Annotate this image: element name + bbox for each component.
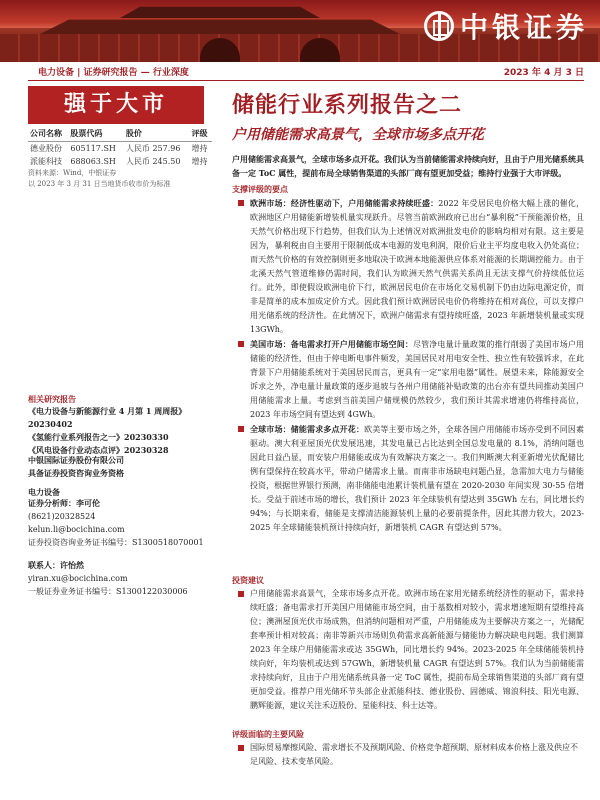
table-row <box>28 155 212 168</box>
stock-table <box>28 126 212 168</box>
list-item <box>232 196 584 337</box>
report-subtitle: 户用储能需求高景气，全球市场多点开花 <box>232 127 484 143</box>
rating-box <box>28 86 204 124</box>
bullet-icon <box>238 745 244 751</box>
table-header-row <box>28 126 212 142</box>
analyst-phone: (8621)20328524 <box>28 512 96 521</box>
related-reports <box>28 392 212 457</box>
table-cell: 688063.SH <box>70 157 116 166</box>
section-title: 评级面临的主要风险 <box>232 729 304 739</box>
analyst-role: 证券分析师：李可伦 <box>28 498 100 508</box>
investment-advice <box>232 573 584 713</box>
risk-section <box>232 727 584 769</box>
contact-cert: 一般证券业务证书编号：S1300122030006 <box>28 587 188 596</box>
related-report-item: 《电力设备与新能源行业 4 月第 1 周周报》20230402 <box>28 406 187 429</box>
point-label: 全球市场：储能需求多点开花： <box>250 424 365 434</box>
sidebar <box>28 126 212 190</box>
related-report-item: 《风电设备行业动态点评》20230328 <box>28 445 169 455</box>
invest-list <box>232 587 584 713</box>
table-cell: 增持 <box>191 144 208 153</box>
invest-text: 户用储能需求高景气，全球市场多点开花。欧洲市场在家用光储系统经济性的驱动下，需求持续旺盛；备电需求打开美国户用储能市场空间，由于基数相对较小，需求增速短期有望维持高位；澳洲屋顶光伏市场成熟，但消纳问题相对严重，户用储能成为主要解决方案之一，光储配套率预计相对较高；南非等新兴市场则负荷需求高新能源与储能协力解决缺电问题。我们测算 2023 年全球户用储能需求或达 35GWh，同比增长约 94%。2023-2025 年全球储能装机持续向好，年均装机或达到 57GWh，新增装机量 CAGR 有望达到 57%。我们认为当前储能需求持续向好，且由于户用光储系统具备一定 ToC 属性，提前布局全球销售渠道的头部厂商有望更加受益。推荐户用光储环节头部企业派能科技、德业股份、固德威、锦浪科技、阳光电源、鹏辉能源，建议关注禾迈股份、星能科技、科士达等。 <box>250 589 584 710</box>
bullet-icon <box>238 200 244 206</box>
report-title: 储能行业系列报告之二 <box>232 93 463 118</box>
contact-email[interactable]: yiran.xu@bocichina.com <box>28 574 128 583</box>
bullet-icon <box>238 426 244 432</box>
list-item <box>232 741 584 769</box>
company-info <box>28 454 212 499</box>
table-cell: 德业股份 <box>30 144 62 153</box>
bullet-icon <box>238 341 244 347</box>
point-text: 2022 年受居民电价格大幅上涨的催化，欧洲地区户用储能新增装机量实现跃升。尽管当前欧洲政府已出台“暴利税”干预能源价格，且天然气价格出现下行趋势，但我们认为上述情况对欧洲批发电价的影响均相对有限。这主要是因为，暴利税由自主要用于限制低成本电源的发电利润，限价后业主平均度电收入仍处高位；而天然气价格的有效控制则更多地取决于欧洲本地能源供应体系对能源的长期调控能力。由于北溪天然气管道维修仍需时间，我们认为欧洲天然气供需关系尚且无法支撑气价持续低位运行。此外，即使假设欧洲电价下行，欧洲居民电价在市场化交易机制下仍由边际电源定价，而非是简单的成本加成定价方式。因此我们预计欧洲居民电价仍将维持在相对高位，可以支撑户用光储系统的经济性。在此情况下，欧洲户储需求有望持续旺盛，2023 年新增装机量或实现 13GWh。 <box>250 199 584 334</box>
analyst-info <box>28 497 212 598</box>
report-category: 电力设备 | 证券研究报告 — 行业深度 <box>38 68 189 78</box>
department: 电力设备 <box>28 487 60 497</box>
risk-text: 国际贸易摩擦风险、需求增长不及预期风险、价格竞争超预期、原材料成本价格上涨及供应不足风险、技术变革风险。 <box>250 743 578 766</box>
section-title: 投资建议 <box>232 575 264 585</box>
point-text: 欧美等主要市场之外，全球各国户用储能市场亦受到不同因素驱动。澳大利亚屋顶光伏发展迅速，其发电量已占比达到全国总发电量的 8.1%，消纳问题也因此日益凸显，而安装户用储能或成为有效解决方案之一。我们判断澳大利亚新增光伏配储比例有望保持在较高水平，带动户储需求上量。而南非市场缺电问题凸显，急需加大电力与储能投资，根据世界银行预测，南非储能电池累计装机量有望在 2020-2030 年间实现 30-55 倍增长。受益于前述市场的增长，我们预计 2023 年全球装机有望达到 35GWh 左右，同比增长约 94%；与长期来看，储能是支撑清洁能源装机上量的必要前提条件，因此其潜力较大，2023-2025 年全球储能装机预计持续向好，新增装机 CAGR 有望达到 57%。 <box>250 425 585 532</box>
risk-list <box>232 741 584 769</box>
brand-name: 中银证券 <box>459 11 588 44</box>
point-label: 欧洲市场：经济性驱动下，户用储能需求持续旺盛： <box>250 198 439 208</box>
lead-paragraph: 户用储能需求高景气，全球市场多点开花。我们认为当前储能需求持续向好，且由于户用光储系统具备一定 ToC 属性，提前布局全球销售渠道的头部厂商有望更加受益；维持行业强于大市评级。 <box>232 154 584 178</box>
table-cell: 人民币 245.50 <box>125 157 181 166</box>
column-header: 股价 <box>124 126 190 142</box>
related-report-item: 《氢能行业系列报告之一》20230330 <box>28 432 169 442</box>
bullet-icon <box>238 591 244 597</box>
table-cell: 605117.SH <box>70 144 116 153</box>
list-item <box>232 422 584 535</box>
related-reports-title: 相关研究报告 <box>28 394 76 404</box>
table-row <box>28 142 212 156</box>
divider <box>28 80 584 81</box>
price-basis-note: 以 2023 年 3 月 31 日当地货币收市价为标准 <box>28 180 171 188</box>
section-title: 支撑评级的要点 <box>232 184 288 194</box>
column-header: 评级 <box>190 126 212 142</box>
list-item <box>232 337 584 422</box>
company-name: 中银国际证券股份有限公司 <box>28 455 124 465</box>
contact-role: 联系人：许怡然 <box>28 560 84 570</box>
list-item <box>232 587 584 713</box>
company-license: 具备证券投资咨询业务资格 <box>28 468 124 478</box>
column-header: 公司名称 <box>28 126 68 142</box>
column-header: 股票代码 <box>68 126 124 142</box>
point-text: 尽管净电量计量政策的推行削弱了美国市场户用储能的经济性，但由于停电断电事件频发，美国居民对用电安全性、独立性有较强诉求，在此背景下户用储能系统对于美国居民而言，更具有一定“家用电器”属性。展望未来，除能源安全诉求之外，净电量计量政策的逐步退坡与各州户用储能补贴政策的出台亦有望共同推动美国户用储能需求上量。考虑到当前美国户储规模仍然较少，我们预计其需求增速仍将维持高位，2023 年市场空间有望达到 4GWh。 <box>250 340 584 419</box>
table-cell: 增持 <box>191 157 208 166</box>
industry-rating: 强于大市 <box>63 92 168 117</box>
report-category-bar <box>28 64 584 78</box>
report-date: 2023 年 4 月 3 日 <box>503 68 584 78</box>
header-banner <box>0 0 600 62</box>
brand-logo <box>424 6 588 46</box>
key-points-list <box>232 196 584 535</box>
table-cell: 人民币 257.96 <box>125 144 181 153</box>
analyst-cert: 证券投资咨询业务证书编号：S1300518070001 <box>28 538 204 547</box>
source-note: 资料来源：Wind，中银证券 <box>28 169 117 177</box>
main-content <box>232 152 584 535</box>
bank-of-china-logo-icon <box>424 11 454 41</box>
analyst-email[interactable]: kelun.li@bocichina.com <box>28 525 125 534</box>
table-cell: 派能科技 <box>30 157 62 166</box>
point-label: 美国市场：备电需求打开户用储能市场空间： <box>250 339 413 349</box>
